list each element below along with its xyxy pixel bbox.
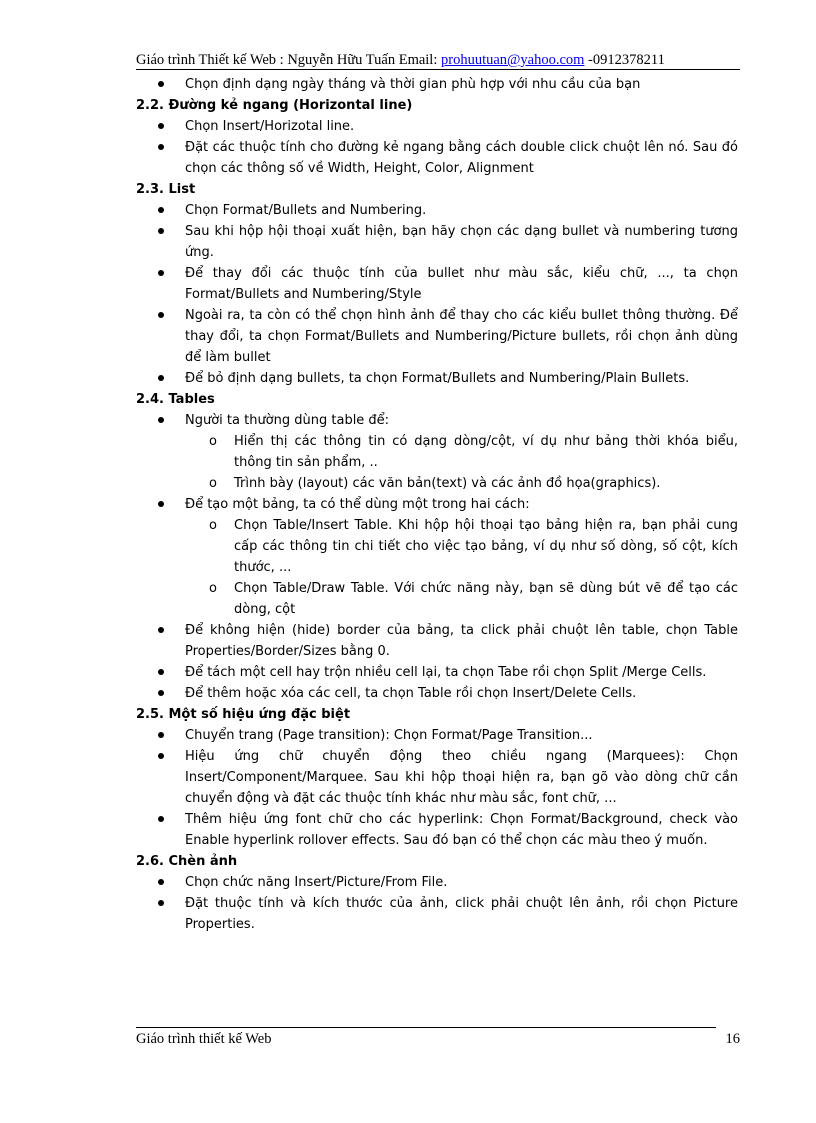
bullet-icon (158, 732, 164, 738)
section-heading-2-4: 2.4. Tables (136, 392, 215, 407)
list-item: Chọn định dạng ngày tháng và thời gian phù hợp với nhu cầu của bạn (136, 74, 738, 95)
bullet-icon (158, 144, 164, 150)
circle-bullet-icon: o (209, 434, 217, 449)
bullet-icon (158, 900, 164, 906)
list-item: Ngoài ra, ta còn có thể chọn hình ảnh để thay cho các kiểu bullet thông thường. Để thay đổi, ta chọn Format/Bullets and Numbering/Picture bullets, rồi chọn ảnh dùng để làm bullet (136, 305, 738, 368)
page-header (136, 52, 740, 69)
footer-title: Giáo trình thiết kế Web (136, 1031, 272, 1047)
list-item: Hiệu ứng chữ chuyển động theo chiều ngang (Marquees): Chọn Insert/Component/Marquee. Sau khi hộp thoại hiện ra, bạn gõ vào dòng chữ cần chuyển động và đặt các thuộc tính khác như màu sắc, font chữ, ... (136, 746, 738, 809)
section-heading-2-6: 2.6. Chèn ảnh (136, 854, 238, 869)
header-email-link[interactable]: prohuutuan@yahoo.com (441, 52, 585, 68)
list-item: Để tạo một bảng, ta có thể dùng một trong hai cách: (136, 494, 738, 515)
bullet-icon (158, 816, 164, 822)
list-item: Chọn Format/Bullets and Numbering. (136, 200, 738, 221)
list-item: Để tách một cell hay trộn nhiều cell lại, ta chọn Tabe rồi chọn Split /Merge Cells. (136, 662, 738, 683)
page-number: 16 (725, 1031, 740, 1047)
section-heading-2-3: 2.3. List (136, 182, 196, 197)
list-item: Thêm hiệu ứng font chữ cho các hyperlink: Chọn Format/Background, check vào Enable hyperlink rollover effects. Sau đó bạn có thể chọn các màu theo ý muốn. (136, 809, 738, 851)
list-item: Chọn chức năng Insert/Picture/From File. (136, 872, 738, 893)
bullet-icon (158, 417, 164, 423)
bullet-icon (158, 501, 164, 507)
list-item: Để thêm hoặc xóa các cell, ta chọn Table rồi chọn Insert/Delete Cells. (136, 683, 738, 704)
list-item: Sau khi hộp hội thoại xuất hiện, bạn hãy chọn các dạng bullet và numbering tương ứng. (136, 221, 738, 263)
list-item: Để thay đổi các thuộc tính của bullet như màu sắc, kiểu chữ, ..., ta chọn Format/Bullets and Numbering/Style (136, 263, 738, 305)
bullet-icon (158, 312, 164, 318)
sub-list-item: o Hiển thị các thông tin có dạng dòng/cột, ví dụ như bảng thời khóa biểu, thông tin sản phẩm, .. (136, 431, 738, 473)
header-phone: -0912378211 (584, 52, 665, 68)
list-item: Đặt thuộc tính và kích thước của ảnh, click phải chuột lên ảnh, rồi chọn Picture Properties. (136, 893, 738, 935)
sub-list-item: o Trình bày (layout) các văn bản(text) và các ảnh đồ họa(graphics). (136, 473, 738, 494)
list-item: Đặt các thuộc tính cho đường kẻ ngang bằng cách double click chuột lên nó. Sau đó chọn các thông số về Width, Height, Color, Alignment (136, 137, 738, 179)
bullet-icon (158, 690, 164, 696)
bullet-icon (158, 81, 164, 87)
bullet-icon (158, 669, 164, 675)
header-text: Giáo trình Thiết kế Web : Nguyễn Hữu Tuấn Email: (136, 52, 441, 68)
page-content (136, 74, 738, 935)
section-heading-2-2: 2.2. Đường kẻ ngang (Horizontal line) (136, 98, 413, 113)
list-item: Người ta thường dùng table để: (136, 410, 738, 431)
circle-bullet-icon: o (209, 476, 217, 491)
section-heading-2-5: 2.5. Một số hiệu ứng đặc biệt (136, 707, 351, 722)
bullet-icon (158, 753, 164, 759)
bullet-icon (158, 375, 164, 381)
circle-bullet-icon: o (209, 581, 217, 596)
list-item: Để bỏ định dạng bullets, ta chọn Format/Bullets and Numbering/Plain Bullets. (136, 368, 738, 389)
sub-list-item: o Chọn Table/Draw Table. Với chức năng này, bạn sẽ dùng bút vẽ để tạo các dòng, cột (136, 578, 738, 620)
bullet-icon (158, 207, 164, 213)
bullet-icon (158, 879, 164, 885)
bullet-icon (158, 270, 164, 276)
circle-bullet-icon: o (209, 518, 217, 533)
bullet-icon (158, 228, 164, 234)
list-item: Chọn Insert/Horizotal line. (136, 116, 738, 137)
footer-divider (136, 1027, 716, 1028)
bullet-icon (158, 627, 164, 633)
list-item: Chuyển trang (Page transition): Chọn Format/Page Transition... (136, 725, 738, 746)
bullet-icon (158, 123, 164, 129)
header-divider (136, 69, 740, 70)
sub-list-item: o Chọn Table/Insert Table. Khi hộp hội thoại tạo bảng hiện ra, bạn phải cung cấp các thông tin chi tiết cho việc tạo bảng, ví dụ như số dòng, số cột, kích thước, ... (136, 515, 738, 578)
list-item: Để không hiện (hide) border của bảng, ta click phải chuột lên table, chọn Table Properties/Border/Sizes bằng 0. (136, 620, 738, 662)
